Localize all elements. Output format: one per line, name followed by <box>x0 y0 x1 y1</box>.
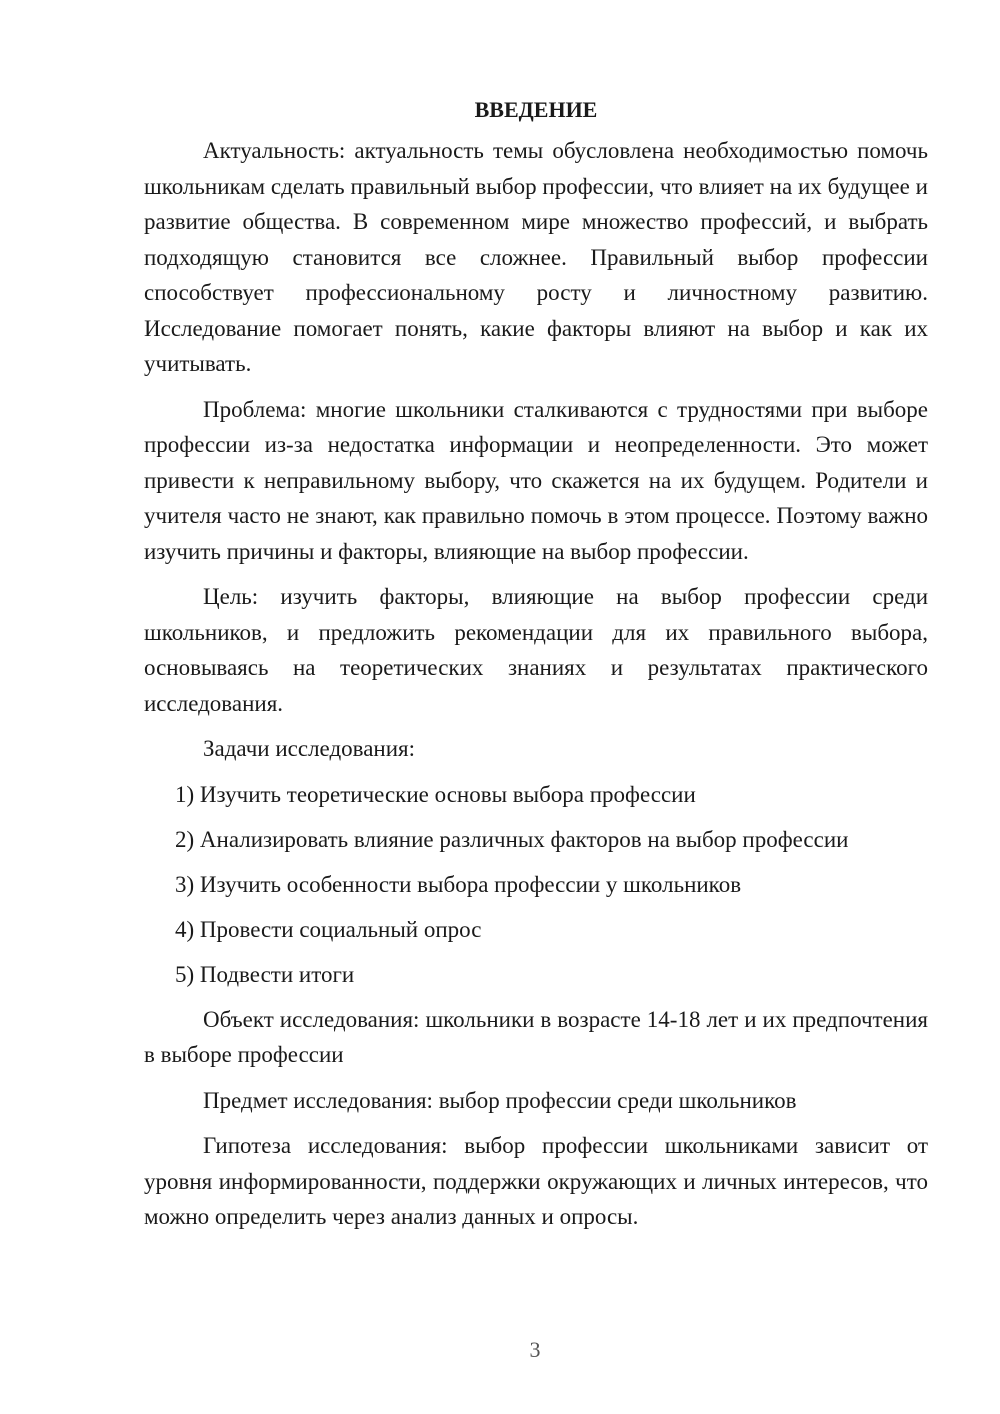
relevance-paragraph: Актуальность: актуальность темы обусловлена необходимостью помочь школьникам сделать правильный выбор профессии, что влияет на их будущее и развитие общества. В современном мире множество профессий, и выбрать подходящую становится все сложнее. Правильный выбор профессии способствует профессиональному росту и личностному развитию. Исследование помогает понять, какие факторы влияют на выбор и как их учитывать. <box>144 138 928 376</box>
hypothesis-paragraph: Гипотеза исследования: выбор профессии школьниками зависит от уровня информированности, поддержки окружающих и личных интересов, что можно определить через анализ данных и опросы. <box>144 1133 928 1229</box>
page-number: 3 <box>529 1337 541 1362</box>
goal-paragraph: Цель: изучить факторы, влияющие на выбор профессии среди школьников, и предложить рекомендации для их правильного выбора, основываясь на теоретических знаниях и результатах практического исследования. <box>144 584 928 716</box>
tasks-title: Задачи исследования: <box>203 736 416 761</box>
task-item: 1) Изучить теоретические основы выбора профессии <box>175 781 696 807</box>
task-item: 2) Анализировать влияние различных факторов на выбор профессии <box>175 826 849 852</box>
object-paragraph: Объект исследования: школьники в возрасте 14-18 лет и их предпочтения в выборе профессии <box>144 1006 928 1067</box>
subject-paragraph: Предмет исследования: выбор профессии среди школьников <box>203 1087 797 1113</box>
task-item: 3) Изучить особенности выбора профессии у школьников <box>175 871 742 897</box>
problem-paragraph: Проблема: многие школьники сталкиваются с трудностями при выборе профессии из-за недостатка информации и неопределенности. Это может привести к неправильному выбору, что скажется на их будущем. Родители и учителя часто не знают, как правильно помочь в этом процессе. Поэтому важно изучить причины и факторы, влияющие на выбор профессии. <box>144 396 928 564</box>
tasks-list <box>144 777 928 993</box>
page-content <box>144 92 928 1245</box>
section-heading: ВВЕДЕНИЕ <box>474 97 598 122</box>
task-item: 4) Провести социальный опрос <box>175 916 482 942</box>
task-item: 5) Подвести итоги <box>175 961 355 987</box>
